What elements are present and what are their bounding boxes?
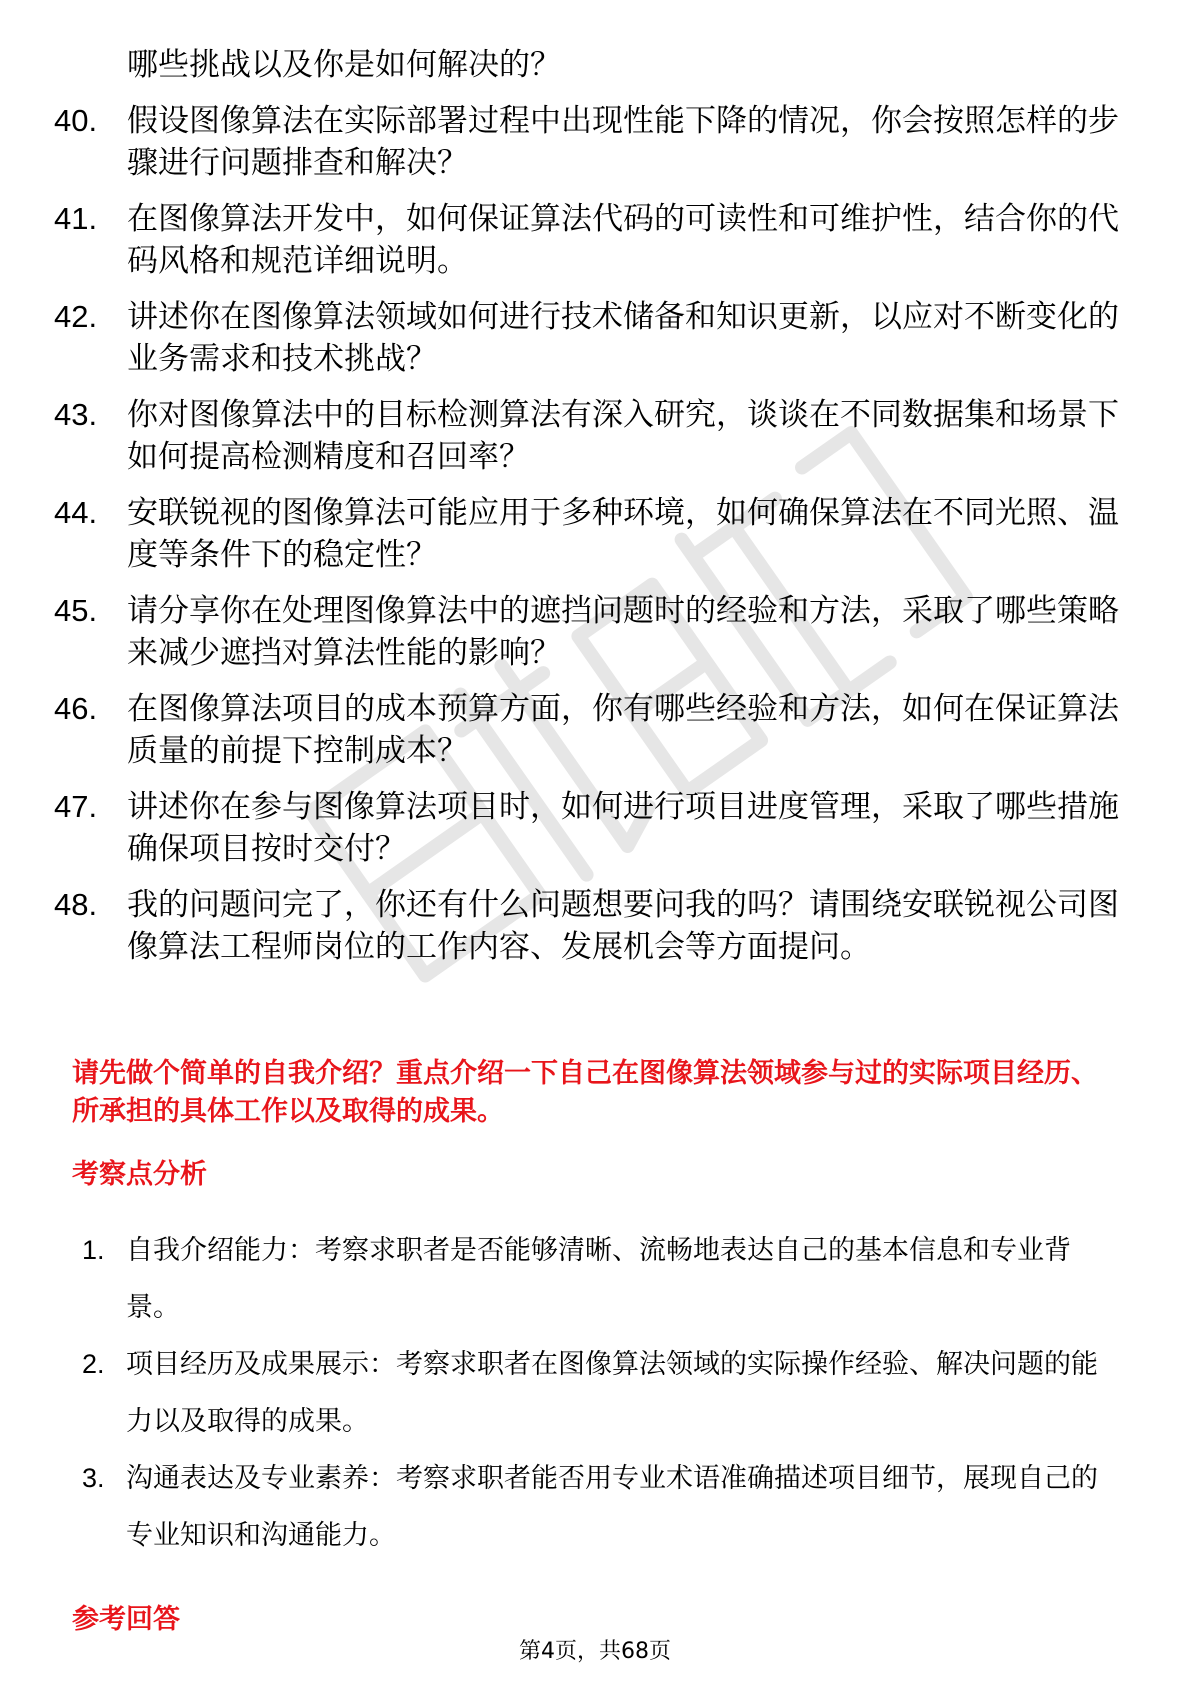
question-number: 42. xyxy=(54,299,98,334)
list-item xyxy=(54,590,1134,674)
list-item xyxy=(54,786,1134,870)
analysis-number: 3. xyxy=(82,1463,105,1493)
list-item xyxy=(54,296,1134,380)
question-continuation-text: 哪些挑战以及你是如何解决的？ xyxy=(127,47,561,83)
list-item xyxy=(54,492,1134,576)
question-number: 45. xyxy=(54,593,98,628)
highlight-question: 请先做个简单的自我介绍？重点介绍一下自己在图像算法领域参与过的实际项目经历、所承担的具体工作以及取得的成果。 xyxy=(72,1058,1098,1127)
analysis-text: 自我介绍能力：考察求职者是否能够清晰、流畅地表达自己的基本信息和专业背景。 xyxy=(126,1235,1071,1323)
question-text: 讲述你在参与图像算法项目时，如何进行项目进度管理，采取了哪些措施确保项目按时交付？ xyxy=(127,789,1119,867)
answer-heading: 参考回答 xyxy=(72,1604,180,1635)
list-item xyxy=(54,394,1134,478)
question-number: 47. xyxy=(54,789,98,824)
question-text: 假设图像算法在实际部署过程中出现性能下降的情况，你会按照怎样的步骤进行问题排查和解决？ xyxy=(127,103,1119,181)
question-text: 我的问题问完了，你还有什么问题想要问我的吗？请围绕安联锐视公司图像算法工程师岗位的工作内容、发展机会等方面提问。 xyxy=(127,887,1119,965)
question-text: 在图像算法开发中，如何保证算法代码的可读性和可维护性，结合你的代码风格和规范详细说明。 xyxy=(127,201,1119,279)
list-item xyxy=(82,1336,1122,1450)
list-item xyxy=(54,198,1134,282)
analysis-number: 2. xyxy=(82,1349,105,1379)
list-item xyxy=(54,44,1134,86)
question-number: 48. xyxy=(54,887,98,922)
list-item xyxy=(54,100,1134,184)
page-footer: 第4页，共68页 xyxy=(519,1639,671,1664)
question-text: 讲述你在图像算法领域如何进行技术储备和知识更新，以应对不断变化的业务需求和技术挑战？ xyxy=(127,299,1119,377)
question-number: 40. xyxy=(54,103,98,138)
analysis-number: 1. xyxy=(82,1235,105,1265)
analysis-text: 沟通表达及专业素养：考察求职者能否用专业术语准确描述项目细节，展现自己的专业知识和沟通能力。 xyxy=(126,1463,1098,1551)
analysis-heading: 考察点分析 xyxy=(72,1159,207,1190)
question-text: 在图像算法项目的成本预算方面，你有哪些经验和方法，如何在保证算法质量的前提下控制成本？ xyxy=(127,691,1119,769)
list-item xyxy=(82,1450,1122,1564)
analysis-list xyxy=(82,1222,1122,1564)
question-number: 46. xyxy=(54,691,98,726)
question-number: 43. xyxy=(54,397,98,432)
list-item xyxy=(54,688,1134,772)
question-text: 安联锐视的图像算法可能应用于多种环境，如何确保算法在不同光照、温度等条件下的稳定性？ xyxy=(127,495,1119,573)
list-item xyxy=(54,884,1134,968)
question-text: 请分享你在处理图像算法中的遮挡问题时的经验和方法，采取了哪些策略来减少遮挡对算法性能的影响？ xyxy=(127,593,1119,671)
question-number: 44. xyxy=(54,495,98,530)
question-number: 41. xyxy=(54,201,98,236)
list-item xyxy=(82,1222,1122,1336)
analysis-text: 项目经历及成果展示：考察求职者在图像算法领域的实际操作经验、解决问题的能力以及取得的成果。 xyxy=(126,1349,1098,1437)
question-text: 你对图像算法中的目标检测算法有深入研究，谈谈在不同数据集和场景下如何提高检测精度和召回率？ xyxy=(127,397,1119,475)
question-list xyxy=(54,44,1134,982)
